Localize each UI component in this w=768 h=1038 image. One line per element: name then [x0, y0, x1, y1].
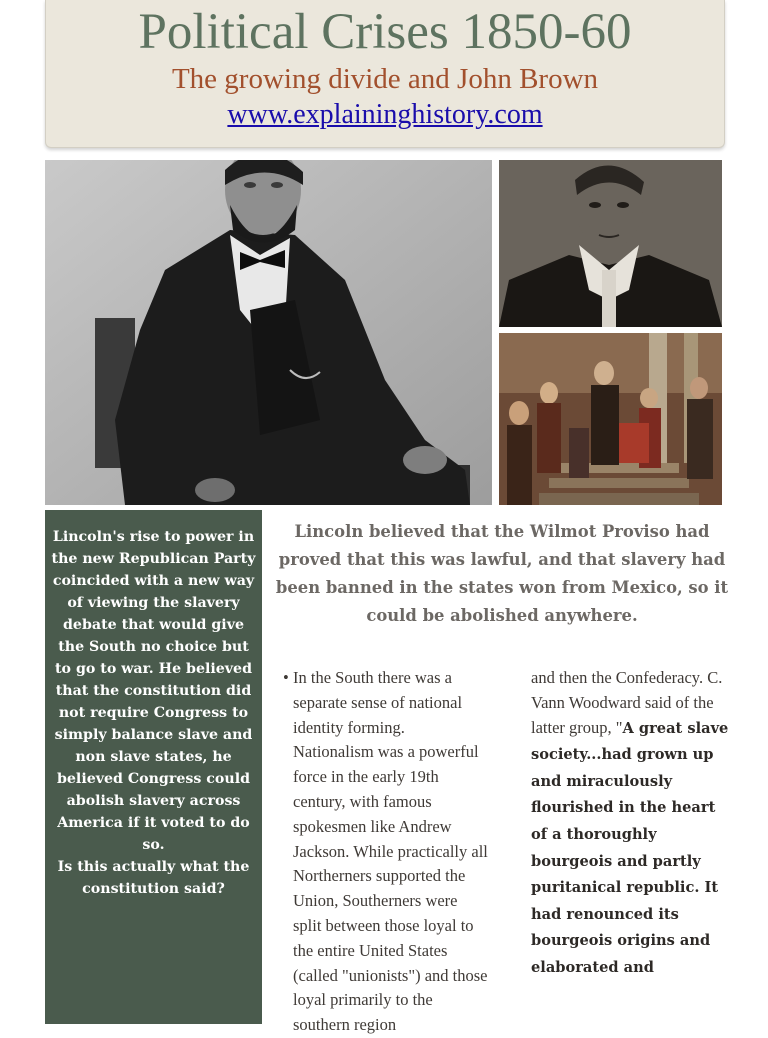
page-title: Political Crises 1850-60 [138, 4, 632, 60]
article-text-left: In the South there was a separate sense of national identity forming. Nationalism was a powerful force in the early 19th century, with famous spokesmen like Andrew Jackson. While practically all Northerners supported the Union, Southerners were split between those loyal to the entire United States (called "unionists") and those loyal primarily to the southern region [293, 668, 488, 1035]
article-column-right [531, 666, 731, 982]
woodward-quote: A great slave society...had grown up and miraculously flourished in the heart of a thoroughly bourgeois and partly puritanical republic. It had renounced its bourgeois origins and elaborated and [531, 719, 729, 976]
john-brown-photo [499, 160, 722, 327]
article-text-right: and then the Confederacy. C. Vann Woodward said of the latter group, " [531, 668, 723, 737]
pull-quote: Lincoln believed that the Wilmot Proviso had proved that this was lawful, and that slavery had been banned in the states won from Mexico, so it could be abolished anywhere. [275, 522, 729, 625]
bullet-marker: • [283, 668, 289, 687]
lincoln-portrait-image [45, 160, 492, 505]
website-link[interactable]: www.explaininghistory.com [227, 99, 543, 130]
page-subtitle: The growing divide and John Brown [171, 63, 599, 95]
sidebar-question: Is this actually what the constitution said? [57, 859, 250, 897]
sidebar-text: Lincoln's rise to power in the new Republican Party coincided with a new way of viewing the slavery debate that would give the South no choice but to go to war. He believed that the constitution did not require Congress to simply balance slave and non slave states, he believed Congress could abolish slavery across America if it voted to do so. [51, 529, 256, 853]
john-brown-painting-photo [499, 333, 722, 505]
execution-painting-image [499, 333, 722, 505]
header-banner [45, 0, 725, 148]
lincoln-photo [45, 160, 492, 505]
article-column-left [283, 666, 488, 1038]
john-brown-portrait-image [499, 160, 722, 327]
sidebar-callout [45, 510, 262, 1024]
